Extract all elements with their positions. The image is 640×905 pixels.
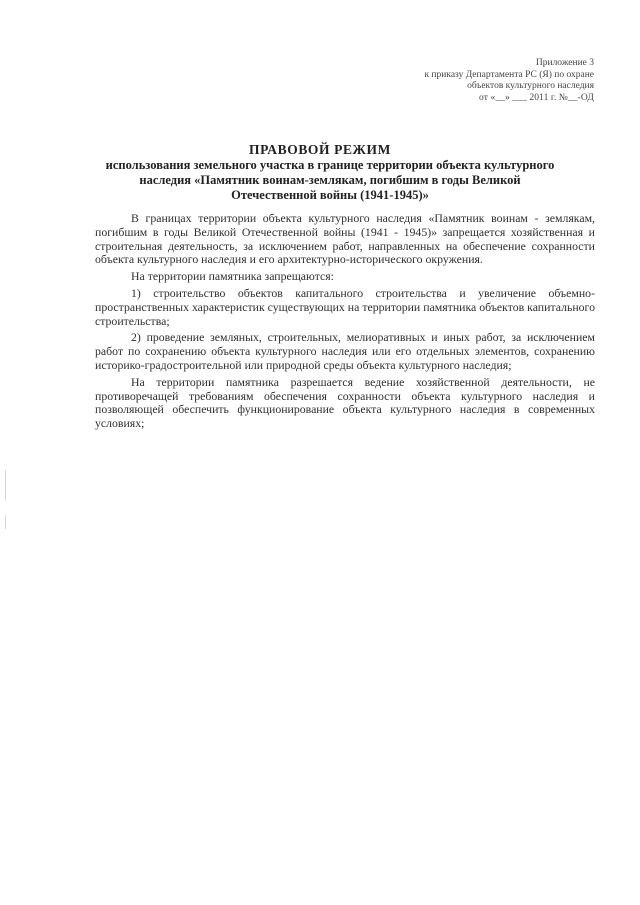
paragraph: В границах территории объекта культурного наследия «Памятник воинам - землякам, погибшим в годы Великой Отечественной войны (1941 - 1945)» запрещается хозяйственная и строительная деятельность, за исключением работ, направленных на обеспечение сохранности объекта культурного наследия и его архитектурно-исторического окружения. <box>95 211 595 267</box>
paragraph: 1) строительство объектов капитального строительства и увеличение объемно-пространственных характеристик существующих на территории памятника объектов капитального строительства; <box>95 285 595 328</box>
appendix-number: Приложение 3 <box>535 58 594 68</box>
paragraph: На территории памятника разрешается ведение хозяйственной деятельности, не противоречащей требованиям обеспечения сохранности объекта культурного наследия и позволяющей обеспечить функционирование объекта культурного наследия в современных условиях; <box>95 374 595 431</box>
document-body <box>95 212 595 434</box>
document-subtitle: использования земельного участка в границе территории объекта культурного наследия «Памятник воинам-землякам, погибшим в годы Великой Отечественной войны (1941-1945)» <box>105 158 555 202</box>
paragraph: 2) проведение земляных, строительных, мелиоративных и иных работ, за исключением работ по сохранению объекта культурного наследия или его отдельных элементов, сохранению историко-градостроительной или природной среды объекта культурного наследия; <box>95 330 595 372</box>
appendix-header <box>354 58 594 104</box>
document-title: ПРАВОВОЙ РЕЖИМ <box>249 142 391 157</box>
appendix-order-ref: к приказу Департамента РС (Я) по охране <box>424 69 594 80</box>
appendix-order-date: от «__» ___ 2011 г. №__-ОД <box>479 92 594 103</box>
appendix-order-org: объектов культурного наследия <box>467 81 594 91</box>
paragraph: На территории памятника запрещаются: <box>131 269 334 284</box>
scan-margin-mark <box>5 515 6 529</box>
scan-margin-mark <box>5 470 6 500</box>
